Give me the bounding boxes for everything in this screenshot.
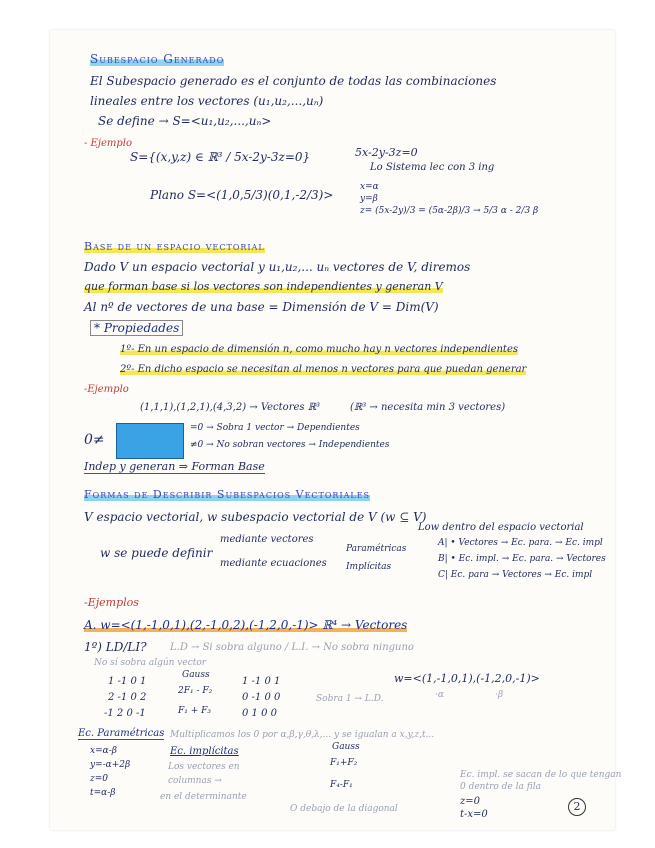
- text-line: Low dentro del espacio vectorial: [418, 522, 584, 533]
- param-eq: x=α-β: [90, 746, 117, 756]
- final-eq: t-x=0: [460, 809, 488, 820]
- ec-param-title: Ec. Paramétricas: [78, 728, 165, 739]
- example-label: - Ejemplo: [84, 138, 132, 149]
- property-1: 1º- En un espacio de dimensión n, como mucho hay n vectores independientes: [120, 344, 518, 355]
- impl-note: Los vectores en: [168, 762, 240, 772]
- diag-note: O debajo de la diagonal: [290, 804, 398, 814]
- param-line: y=β: [360, 194, 378, 204]
- gauss-label: Gauss: [182, 670, 210, 680]
- impl-note: columnas →: [168, 776, 222, 786]
- properties-label: * Propiedades: [90, 320, 183, 336]
- text-line: Dado V un espacio vectorial y u₁,u₂,... uₙ vectores de V, diremos: [84, 260, 471, 274]
- example-label: -Ejemplo: [84, 384, 129, 395]
- alpha-label: ·α: [435, 690, 444, 700]
- option-b: B| • Ec. impl. → Ec. para. → Vectores: [438, 554, 606, 564]
- implicit: Implícitas: [346, 562, 392, 572]
- sobra-note: Sobra 1 → L.D.: [316, 694, 384, 704]
- text-line: lineales entre los vectores (u₁,u₂,...,uₙ): [90, 94, 324, 108]
- property-2: 2º- En dicho espacio se necesitan al menos n vectores para que puedan generar: [120, 364, 527, 375]
- side-equation: 5x-2y-3z=0: [355, 146, 418, 159]
- matrix1-row: -1 2 0 -1: [104, 708, 146, 719]
- matrix2-row: 0 -1 0 0: [242, 692, 281, 703]
- text-line: que forman base si los vectores son independientes y generan V: [84, 280, 443, 293]
- branch-dependent: =0 → Sobra 1 vector → Dependientes: [190, 423, 360, 433]
- param-eq: y=-α+2β: [90, 760, 131, 770]
- highlighted-matrix: [116, 423, 184, 459]
- page-number: 2: [568, 798, 586, 816]
- w-define: w se puede definir: [100, 546, 213, 560]
- question-ld-li: 1º) LD/LI?: [84, 640, 147, 654]
- option-a: A| • Vectores → Ec. para. → Ec. impl: [438, 538, 603, 548]
- det-label: 0≠: [84, 432, 105, 448]
- text-line: El Subespacio generado es el conjunto de todas las combinaciones: [90, 74, 497, 88]
- fops-2: F₄-F₁: [330, 780, 353, 790]
- param-eq: z=0: [90, 774, 109, 784]
- matrix1-row: 2 -1 0 2: [108, 692, 147, 703]
- beta-label: ·β: [495, 690, 504, 700]
- side-note: Lo Sistema lec con 3 ing: [370, 162, 495, 173]
- example-a: A. w=<(1,-1,0,1),(2,-1,0,2),(-1,2,0,-1)> ℝ⁴ → Vectores: [84, 618, 408, 632]
- by-equations: mediante ecuaciones: [220, 558, 327, 569]
- section-title-subespacio: Subespacio Generado: [90, 52, 225, 66]
- example-vectors: (1,1,1),(1,2,1),(4,3,2) → Vectores ℝ³: [140, 402, 321, 413]
- impl-note: en el determinante: [160, 792, 247, 802]
- final-eq: z=0: [460, 796, 481, 807]
- fops-1: F₁+F₂: [330, 758, 358, 768]
- gauss-label: Gauss: [332, 742, 360, 752]
- ec-param-note: Multiplicamos los 0 por α,β,γ,θ,λ,... y se igualan a x,y,z,t...: [170, 730, 435, 740]
- section-title-base: Base de un espacio vectorial: [84, 240, 265, 253]
- matrix1-row: 1 -1 0 1: [108, 676, 147, 687]
- impl-title: Ec. implícitas: [170, 746, 239, 757]
- ops-2: F₁ + F₃: [178, 706, 211, 716]
- example-note: (ℝ³ → necesita min 3 vectores): [350, 402, 506, 413]
- param-line: x=α: [360, 182, 379, 192]
- parametric: Paramétricas: [346, 544, 407, 554]
- text-line: Al nº de vectores de una base = Dimensión de V = Dim(V): [84, 300, 439, 314]
- param-line: z= (5x-2y)/3 = (5α-2β)/3 → 5/3 α - 2/3 β: [360, 206, 539, 216]
- section-title-formas: Formas de Describir Subespacios Vectoriales: [84, 488, 371, 501]
- example-equation: S={(x,y,z) ∈ ℝ³ / 5x-2y-3z=0}: [130, 150, 311, 164]
- ops-1: 2F₁ - F₂: [178, 686, 213, 696]
- text-line: V espacio vectorial, w subespacio vectorial de V (w ⊆ V): [84, 510, 427, 524]
- branch-independent: ≠0 → No sobran vectores → Independientes: [190, 440, 390, 450]
- matrix2-row: 0 1 0 0: [242, 708, 277, 719]
- examples-label: -Ejemplos: [84, 596, 139, 609]
- option-c: C| Ec. para → Vectores → Ec. impl: [438, 570, 593, 580]
- param-eq: t=α-β: [90, 788, 116, 798]
- by-vectors: mediante vectores: [220, 534, 314, 545]
- conclusion: Indep y generan ⇒ Forman Base: [84, 460, 265, 473]
- plane-equation: Plano S=<(1,0,5/3)(0,1,-2/3)>: [150, 188, 334, 202]
- matrix2-row: 1 -1 0 1: [242, 676, 281, 687]
- right-note: Ec. impl. se sacan de lo que tengan: [460, 770, 622, 780]
- text-line: Se define → S=<u₁,u₂,...,uₙ>: [98, 114, 272, 128]
- ld-li-note: L.D → Si sobra alguno / L.I. → No sobra ninguno: [170, 642, 414, 653]
- right-note: 0 dentro de la fila: [460, 782, 541, 792]
- result: w=<(1,-1,0,1),(-1,2,0,-1)>: [394, 672, 540, 685]
- faint-note: No sí sobra algún vector: [94, 658, 207, 668]
- notebook-page: [50, 30, 622, 830]
